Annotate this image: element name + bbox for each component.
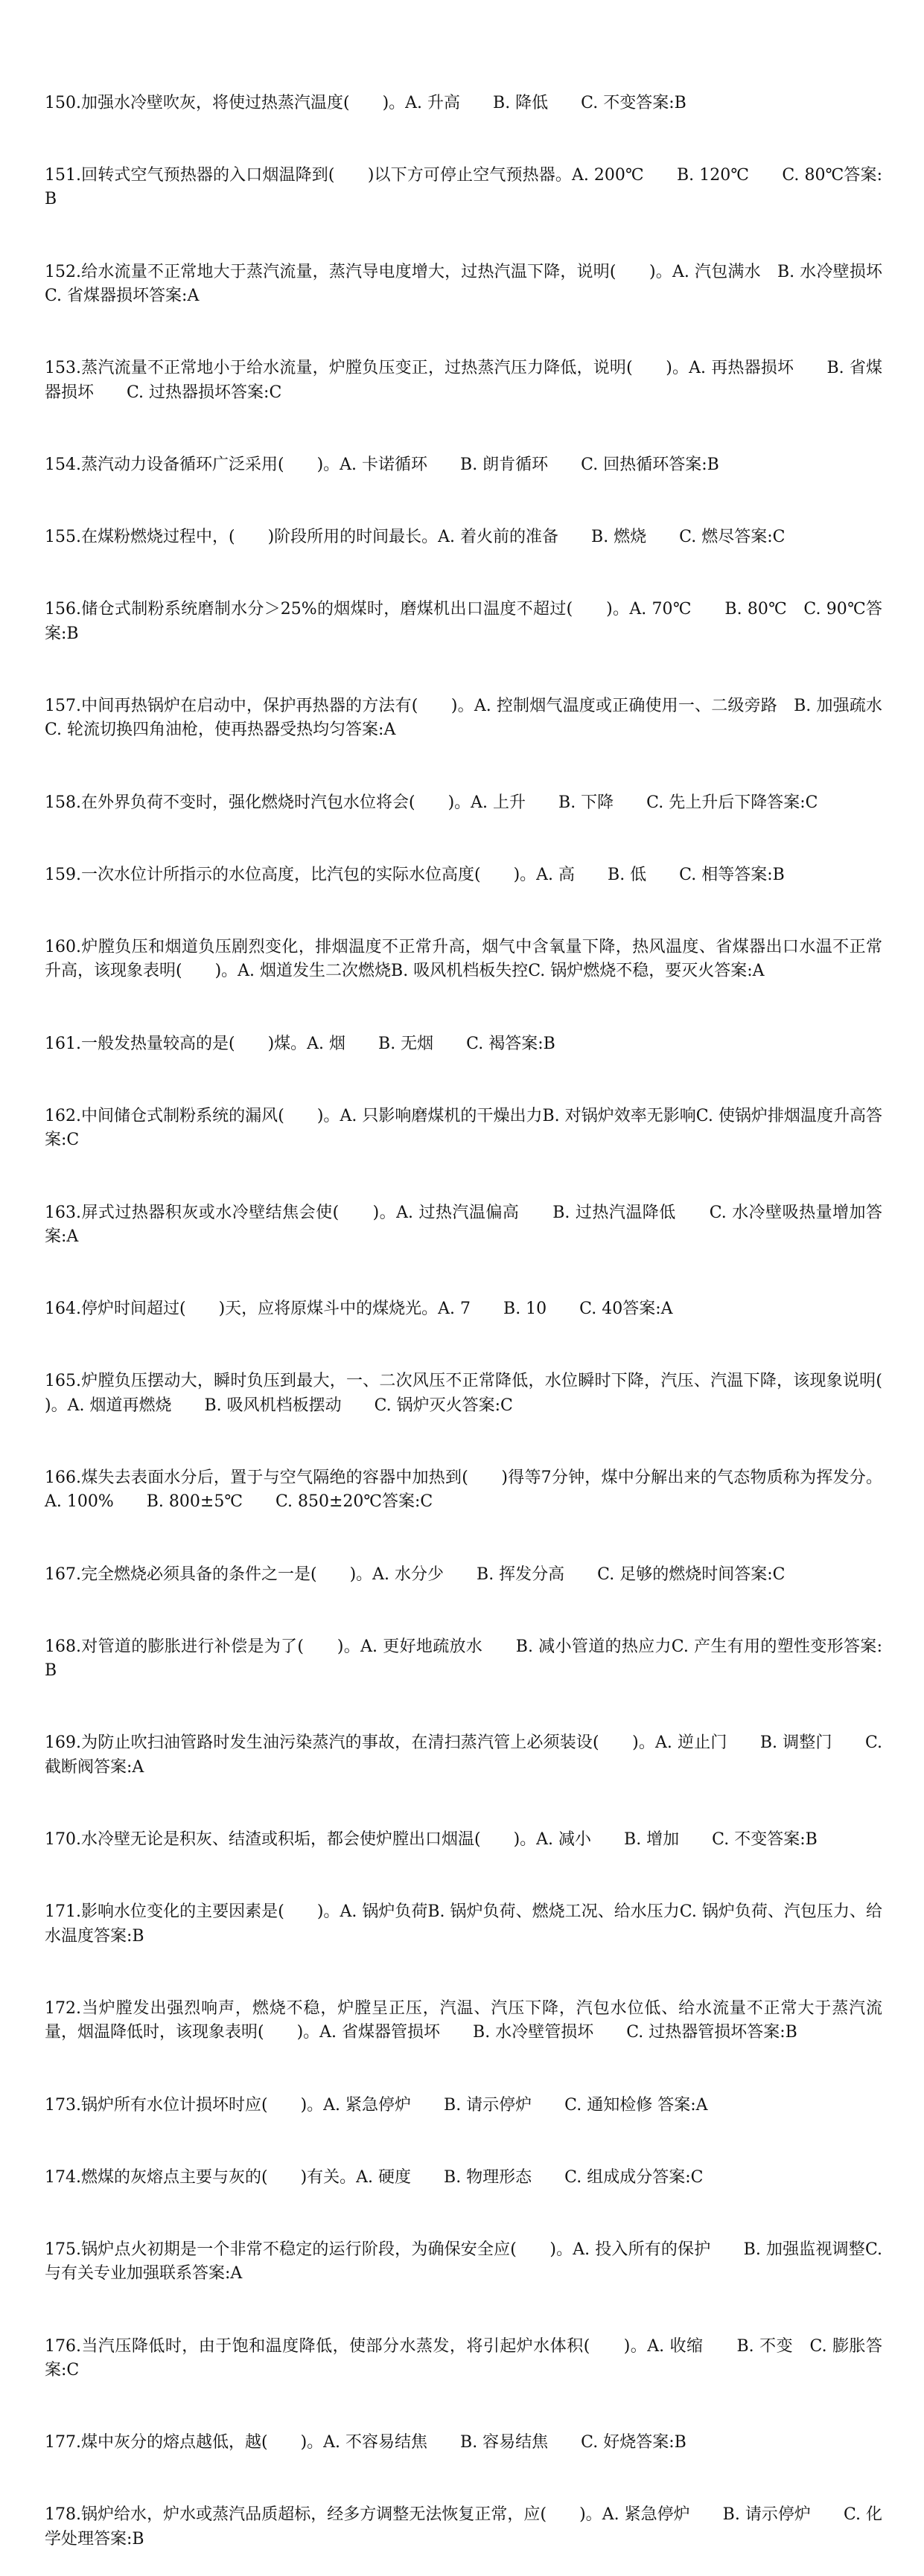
question-165: 165.炉膛负压摆动大，瞬时负压到最大，一、二次风压不正常降低，水位瞬时下降，汽压、汽温下降，该现象说明( )。A. 烟道再燃烧 B. 吸风机档板摆动 C. 锅炉灭火答案:C: [45, 1372, 916, 1415]
question-177: 177.煤中灰分的熔点越低，越( )。A. 不容易结焦 B. 容易结焦 C. 好烧答案:B: [45, 2433, 686, 2452]
question-169: 169.为防止吹扫油管路时发生油污染蒸汽的事故，在清扫蒸汽管上必须装设( )。A. 逆止门 B. 调整门 C. 截断阀答案:A: [45, 1733, 888, 1777]
question-163: 163.屏式过热器积灰或水冷壁结焦会使( )。A. 过热汽温偏高 B. 过热汽温降低 C. 水冷壁吸热量增加答案:A: [45, 1203, 882, 1246]
question-155: 155.在煤粉燃烧过程中，( )阶段所用的时间最长。A. 着火前的准备 B. 燃烧 C. 燃尽答案:C: [45, 528, 786, 547]
question-152: 152.给水流量不正常地大于蒸汽流量，蒸汽导电度增大，过热汽温下降，说明( )。A. 汽包满水 B. 水冷壁损坏 C. 省煤器损坏答案:A: [45, 262, 916, 306]
question-171: 171.影响水位变化的主要因素是( )。A. 锅炉负荷B. 锅炉负荷、燃烧工况、给水压力C. 锅炉负荷、汽包压力、给水温度答案:B: [45, 1902, 882, 1946]
question-156: 156.储仓式制粉系统磨制水分＞25%的烟煤时，磨煤机出口温度不超过( )。A. 70℃ B. 80℃ C. 90℃答案:B: [45, 600, 882, 643]
question-168: 168.对管道的膨胀进行补偿是为了( )。A. 更好地疏放水 B. 减小管道的热应力C. 产生有用的塑性变形答案:B: [45, 1637, 882, 1681]
question-167: 167.完全燃烧必须具备的条件之一是( )。A. 水分少 B. 挥发分高 C. 足够的燃烧时间答案:C: [45, 1565, 786, 1584]
question-160: 160.炉膛负压和烟道负压剧烈变化，排烟温度不正常升高，烟气中含氧量下降，热风温度、省煤器出口水温不正常升高，该现象表明( )。A. 烟道发生二次燃烧B. 吸风机档板失控C. 锅炉燃烧不稳，要灭火答案:A: [45, 938, 882, 981]
question-154: 154.蒸汽动力设备循环广泛采用( )。A. 卡诺循环 B. 朗肯循环 C. 回热循环答案:B: [45, 455, 719, 474]
question-174: 174.燃煤的灰熔点主要与灰的( )有关。A. 硬度 B. 物理形态 C. 组成成分答案:C: [45, 2167, 704, 2187]
question-176: 176.当汽压降低时，由于饱和温度降低，使部分水蒸发，将引起炉水体积( )。A. 收缩 B. 不变 C. 膨胀答案:C: [45, 2336, 882, 2380]
question-166: 166.煤失去表面水分后，置于与空气隔绝的容器中加热到( )得等7分钟，煤中分解出来的气态物质称为挥发分。A. 100% B. 800±5℃ C. 850±20℃答案:C: [45, 1468, 882, 1512]
question-173: 173.锅炉所有水位计损坏时应( )。A. 紧急停炉 B. 请示停炉 C. 通知检修 答案:A: [45, 2095, 708, 2115]
question-158: 158.在外界负荷不变时，强化燃烧时汽包水位将会( )。A. 上升 B. 下降 C. 先上升后下降答案:C: [45, 793, 818, 812]
question-159: 159.一次水位计所指示的水位高度，比汽包的实际水位高度( )。A. 高 B. 低 C. 相等答案:B: [45, 865, 785, 884]
question-170: 170.水冷壁无论是积灰、结渣或积垢，都会使炉膛出口烟温( )。A. 减小 B. 增加 C. 不变答案:B: [45, 1830, 818, 1850]
question-157: 157.中间再热锅炉在启动中，保护再热器的方法有( )。A. 控制烟气温度或正确使用一、二级旁路 B. 加强疏水C. 轮流切换四角油枪，使再热器受热均匀答案:A: [45, 696, 882, 740]
question-162: 162.中间储仓式制粉系统的漏风( )。A. 只影响磨煤机的干燥出力B. 对锅炉效率无影响C. 使锅炉排烟温度升高答案:C: [45, 1106, 882, 1150]
document-body: [45, 43, 916, 2576]
question-175: 175.锅炉点火初期是一个非常不稳定的运行阶段，为确保安全应( )。A. 投入所有的保护 B. 加强监视调整C. 与有关专业加强联系答案:A: [45, 2240, 888, 2283]
question-178: 178.锅炉给水，炉水或蒸汽品质超标，经多方调整无法恢复正常，应( )。A. 紧急停炉 B. 请示停炉 C. 化学处理答案:B: [45, 2505, 882, 2548]
question-164: 164.停炉时间超过( )天，应将原煤斗中的煤烧光。A. 7 B. 10 C. 40答案:A: [45, 1300, 673, 1319]
question-151: 151.回转式空气预热器的入口烟温降到( )以下方可停止空气预热器。A. 200℃ B. 120℃ C. 80℃答案:B: [45, 166, 882, 209]
question-161: 161.一般发热量较高的是( )煤。A. 烟 B. 无烟 C. 褐答案:B: [45, 1034, 555, 1053]
question-150: 150.加强水冷壁吹灰，将使过热蒸汽温度( )。A. 升高 B. 降低 C. 不变答案:B: [45, 93, 686, 112]
question-172: 172.当炉膛发出强烈响声，燃烧不稳，炉膛呈正压，汽温、汽压下降，汽包水位低、给水流量不正常大于蒸汽流量，烟温降低时，该现象表明( )。A. 省煤器管损坏 B. 水冷壁管损坏 C. 过热器管损坏答案:B: [45, 1998, 882, 2042]
question-153: 153.蒸汽流量不正常地小于给水流量，炉膛负压变正，过热蒸汽压力降低，说明( )。A. 再热器损坏 B. 省煤器损坏 C. 过热器损坏答案:C: [45, 359, 882, 402]
